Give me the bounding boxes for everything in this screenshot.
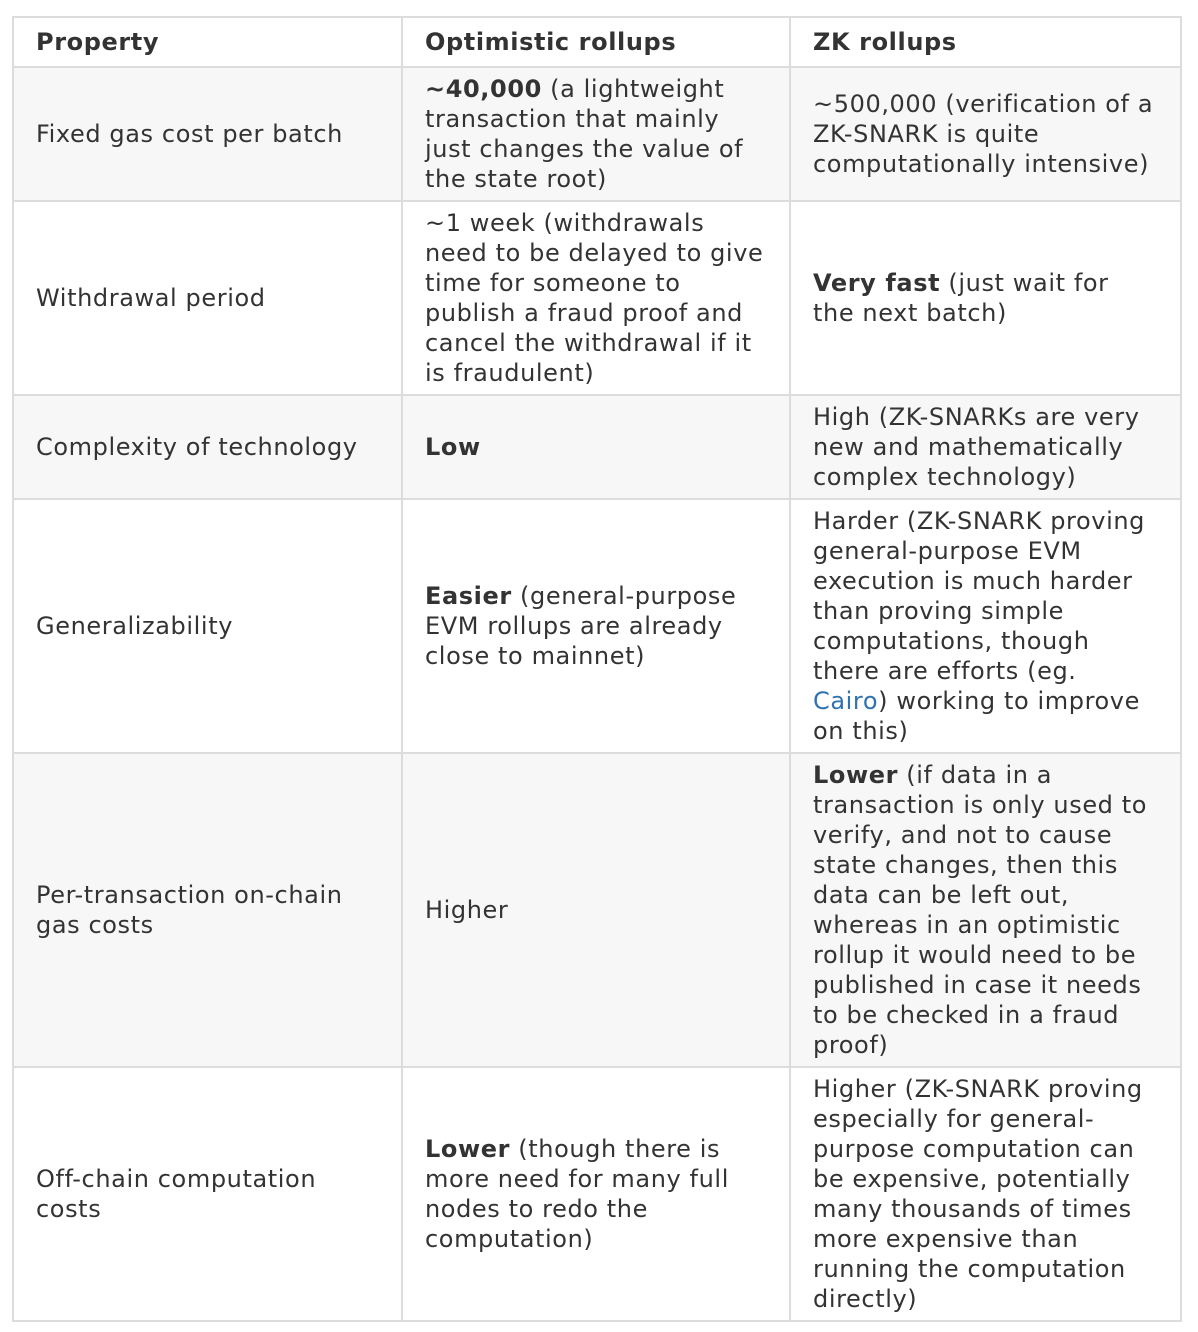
table-row <box>13 395 1181 499</box>
optimistic-cell-text: (though there is more need for many full nodes to redo the computation) <box>425 1135 729 1253</box>
property-cell: Complexity of technology <box>13 395 402 499</box>
zk-cell: High (ZK-SNARKs are very new and mathematically complex technology) <box>790 395 1181 499</box>
optimistic-cell-text: (general-purpose EVM rollups are already close to mainnet) <box>425 582 737 670</box>
optimistic-cell-bold: Low <box>425 433 481 461</box>
optimistic-cell-bold: Lower <box>425 1135 511 1163</box>
header-zk-rollups: ZK rollups <box>790 17 1181 67</box>
optimistic-cell-bold: Easier <box>425 582 512 610</box>
zk-cell: ~500,000 (verification of a ZK-SNARK is quite computationally intensive) <box>790 67 1181 201</box>
table-row <box>13 67 1181 201</box>
zk-cell-bold: Lower <box>813 761 899 789</box>
zk-cell <box>790 499 1181 753</box>
cairo-link[interactable]: Cairo <box>813 687 879 715</box>
table-row <box>13 753 1181 1067</box>
optimistic-cell <box>402 67 790 201</box>
header-property: Property <box>13 17 402 67</box>
optimistic-cell <box>402 395 790 499</box>
header-row <box>13 17 1181 67</box>
property-cell: Per-transaction on-chain gas costs <box>13 753 402 1067</box>
zk-cell-text: (if data in a transaction is only used to verify, and not to cause state changes, then this data can be left out, whereas in an optimistic rollup it would need to be published in case it needs to be checked in a fraud proof) <box>813 761 1148 1059</box>
zk-cell-text: Harder (ZK-SNARK proving general-purpose EVM execution is much harder than proving simple computations, though there are efforts (eg. <box>813 507 1146 685</box>
property-cell: Generalizability <box>13 499 402 753</box>
table-row <box>13 499 1181 753</box>
table-row <box>13 201 1181 395</box>
optimistic-cell <box>402 1067 790 1321</box>
header-optimistic-rollups: Optimistic rollups <box>402 17 790 67</box>
optimistic-cell-bold: ~40,000 <box>425 75 542 103</box>
table-row <box>13 1067 1181 1321</box>
property-cell: Withdrawal period <box>13 201 402 395</box>
zk-cell: Higher (ZK-SNARK proving especially for general-purpose computation can be expensive, potentially many thousands of times more expensive than running the computation directly) <box>790 1067 1181 1321</box>
optimistic-cell: Higher <box>402 753 790 1067</box>
comparison-table <box>12 16 1182 1322</box>
optimistic-cell: ~1 week (withdrawals need to be delayed to give time for someone to publish a fraud proof and cancel the withdrawal if it is fraudulent) <box>402 201 790 395</box>
table-header <box>13 17 1181 67</box>
table-body <box>13 67 1181 1321</box>
optimistic-cell <box>402 499 790 753</box>
zk-cell-text: (just wait for the next batch) <box>813 269 1109 327</box>
zk-cell-text-after-link: ) working to improve on this) <box>813 687 1140 745</box>
property-cell: Off-chain computation costs <box>13 1067 402 1321</box>
property-cell: Fixed gas cost per batch <box>13 67 402 201</box>
zk-cell <box>790 753 1181 1067</box>
zk-cell-bold: Very fast <box>813 269 941 297</box>
optimistic-cell-text: (a lightweight transaction that mainly just changes the value of the state root) <box>425 75 744 193</box>
zk-cell <box>790 201 1181 395</box>
